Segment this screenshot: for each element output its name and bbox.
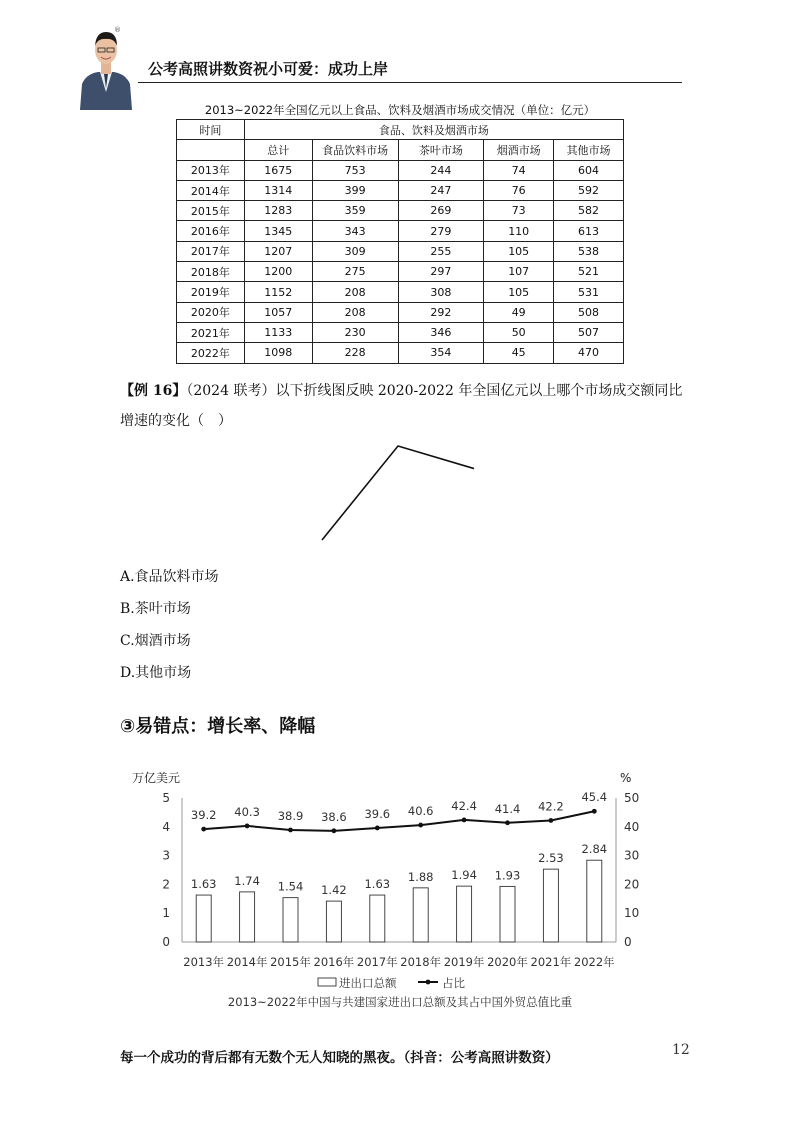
table-row [177,322,624,342]
table-cell: 50 [484,322,554,342]
table-cell: 297 [398,262,484,282]
ratio-value-label: 40.6 [407,804,434,819]
ratio-value-label: 39.2 [190,808,217,823]
table-cell: 399 [312,180,398,200]
ratio-point [201,827,206,832]
y-tick-label: 4 [162,819,170,834]
bar [500,886,515,942]
question-text [120,376,690,436]
table-cell: 247 [398,180,484,200]
chart-title: 2013~2022年中国与共建国家进出口总额及其占中国外贸总值比重 [227,995,573,1009]
table-row [177,241,624,261]
table-cell: 73 [484,201,554,221]
table-cell: 208 [312,302,398,322]
table-cell: 2021年 [177,322,245,342]
table-cell: 346 [398,322,484,342]
table-cell: 76 [484,180,554,200]
table-cell: 255 [398,241,484,261]
bar [240,892,255,942]
x-tick-label: 2017年 [356,955,398,969]
table-cell: 105 [484,241,554,261]
option-a[interactable]: A.食品饮料市场 [120,569,219,585]
table-cell: 2019年 [177,282,245,302]
table-cell: 538 [554,241,624,261]
table-cell: 2017年 [177,241,245,261]
bar-value-label: 1.88 [407,869,434,884]
table-cell: 107 [484,262,554,282]
table-cell: 45 [484,343,554,363]
column-header: 食品饮料市场 [312,140,398,160]
ratio-value-label: 42.4 [451,798,477,813]
column-header: 总计 [244,140,312,160]
column-header: 其他市场 [554,140,624,160]
bar-value-label: 1.63 [190,877,217,892]
table-cell: 275 [312,262,398,282]
table-cell: 2014年 [177,180,245,200]
bar-value-label: 1.42 [321,883,347,898]
table-cell: 592 [554,180,624,200]
ratio-point [245,824,250,829]
y-tick-label: 5 [162,791,170,805]
y2-tick-label: 10 [624,906,640,921]
y2-tick-label: 40 [624,819,640,834]
bar [543,869,558,942]
market-table [176,119,624,364]
ratio-point [592,809,597,814]
table-row [177,343,624,363]
table-cell: 279 [398,221,484,241]
growth-line-chart [310,436,490,548]
group-header: 食品、饮料及烟酒市场 [244,120,623,140]
table-cell: 753 [312,160,398,180]
table-cell: 1675 [244,160,312,180]
table-cell: 470 [554,343,624,363]
x-tick-label: 2020年 [487,955,528,969]
ratio-point [549,818,554,823]
header-divider [138,82,682,83]
table-header-row-1 [177,120,624,140]
ratio-point [288,828,293,833]
ratio-value-label: 38.9 [277,808,304,823]
table-cell: 1345 [244,221,312,241]
table-cell: 613 [554,221,624,241]
table-header-row-2 [177,140,624,160]
table-row [177,160,624,180]
ratio-value-label: 40.3 [234,804,260,819]
table-row [177,201,624,221]
ratio-point [375,826,380,831]
bar [587,860,602,942]
table-cell: 582 [554,201,624,221]
ratio-point [462,817,467,822]
x-tick-label: 2022年 [573,955,615,969]
bar [413,888,428,942]
table-cell: 49 [484,302,554,322]
table-cell: 2018年 [177,262,245,282]
table-cell: 308 [398,282,484,302]
section-title: ③易错点：增长率、降幅 [120,716,316,737]
bar-value-label: 1.94 [451,868,477,883]
table-cell: 110 [484,221,554,241]
y-tick-label: 1 [162,906,170,921]
bar-value-label: 2.53 [538,851,564,866]
footer-quote: 每一个成功的背后都有无数个无人知晓的黑夜。（抖音：公考高照讲数资） [120,1050,559,1066]
option-b[interactable]: B.茶叶市场 [120,601,191,617]
table-cell: 604 [554,160,624,180]
table-row [177,302,624,322]
y2-axis-label: % [620,771,632,785]
table-cell: 531 [554,282,624,302]
table-cell: 343 [312,221,398,241]
y2-tick-label: 30 [624,848,640,863]
presenter-photo [76,22,136,110]
x-tick-label: 2014年 [226,955,268,969]
y-axis-label: 万亿美元 [132,771,181,785]
table-cell: 2013年 [177,160,245,180]
table-cell: 105 [484,282,554,302]
legend-bar-swatch [318,978,336,986]
table-cell: 1152 [244,282,312,302]
bar-value-label: 1.93 [494,868,521,883]
ratio-value-label: 38.6 [321,809,347,824]
table-cell: 1283 [244,201,312,221]
table-cell: 2020年 [177,302,245,322]
table-cell: 508 [554,302,624,322]
y-tick-label: 2 [162,877,170,892]
column-header: 烟酒市场 [484,140,554,160]
table-cell: 309 [312,241,398,261]
x-tick-label: 2015年 [270,955,311,969]
option-d[interactable]: D.其他市场 [120,665,192,681]
legend-line-label: 占比 [442,976,465,990]
trade-combo-chart [120,760,680,1020]
x-tick-label: 2013年 [183,955,225,969]
table-cell: 1207 [244,241,312,261]
bar-value-label: 2.84 [581,842,608,857]
x-tick-label: 2019年 [443,955,485,969]
column-header: 茶叶市场 [398,140,484,160]
y2-tick-label: 0 [624,935,632,949]
header-title: 公考高照讲数资祝小可爱：成功上岸 [148,60,389,78]
growth-line [322,446,474,540]
table-cell: 74 [484,160,554,180]
x-tick-label: 2016年 [313,955,355,969]
ratio-point [332,828,337,833]
ratio-point [505,820,510,825]
table-cell: 354 [398,343,484,363]
table-cell: 2022年 [177,343,245,363]
ratio-value-label: 45.4 [581,790,608,805]
bar [457,886,472,942]
x-tick-label: 2021年 [530,955,572,969]
table-row [177,180,624,200]
table-cell: 208 [312,282,398,302]
table-cell: 1133 [244,322,312,342]
blank-header-cell [177,140,245,160]
registered-mark: ® [114,26,121,34]
legend-bar-label: 进出口总额 [339,976,397,990]
table-cell: 2016年 [177,221,245,241]
table-cell: 2015年 [177,201,245,221]
y-tick-label: 0 [162,935,170,949]
question-label: 【例 16】 [120,383,187,399]
table-title: 2013~2022年全国亿元以上食品、饮料及烟酒市场成交情况（单位：亿元） [204,103,596,117]
x-tick-label: 2018年 [400,955,442,969]
bar-value-label: 1.63 [364,877,391,892]
bar [283,898,298,942]
table-cell: 1057 [244,302,312,322]
bar [326,901,341,942]
table-row [177,262,624,282]
table-row [177,282,624,302]
question-body: （2024 联考）以下折线图反映 2020-2022 年全国亿元以上哪个市场成交额同比增速的变化（ ） [120,383,683,429]
table-cell: 1098 [244,343,312,363]
table-cell: 1314 [244,180,312,200]
table-cell: 244 [398,160,484,180]
table-cell: 230 [312,322,398,342]
ratio-point [418,823,423,828]
bar [370,895,385,942]
y2-tick-label: 20 [624,877,640,892]
table-row [177,221,624,241]
table-cell: 359 [312,201,398,221]
bar-value-label: 1.54 [277,879,304,894]
y-tick-label: 3 [162,848,170,863]
y2-tick-label: 50 [624,791,640,805]
table-cell: 521 [554,262,624,282]
option-c[interactable]: C.烟酒市场 [120,633,191,649]
page-number: 12 [672,1042,690,1058]
ratio-value-label: 39.6 [364,806,391,821]
table-cell: 269 [398,201,484,221]
table-cell: 292 [398,302,484,322]
table-cell: 1200 [244,262,312,282]
bar [196,895,211,942]
bar-value-label: 1.74 [234,873,260,888]
legend-line-marker [426,980,431,985]
table-cell: 507 [554,322,624,342]
ratio-value-label: 42.2 [538,799,564,814]
table-cell: 228 [312,343,398,363]
ratio-value-label: 41.4 [494,801,521,816]
time-header: 时间 [177,120,245,140]
